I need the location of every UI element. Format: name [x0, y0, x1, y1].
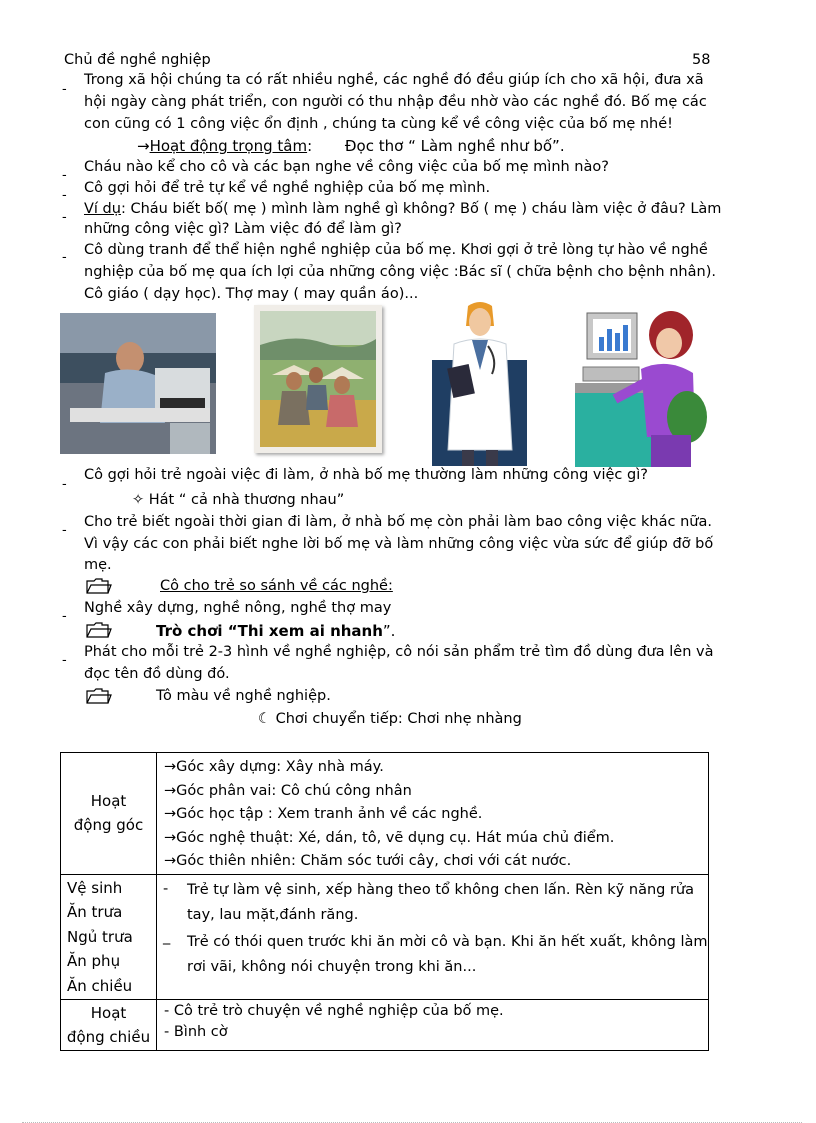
bullet-dash: -	[62, 250, 67, 265]
focus-activity: →Hoạt động trọng tâm: Đọc thơ “ Làm nghề như bố”.	[137, 137, 565, 155]
home-line-2: Vì vậy các con phải biết nghe lời bố mẹ và làm những công việc vừa sức để giúp đỡ bố	[84, 536, 714, 552]
game-desc-1: Phát cho mỗi trẻ 2-3 hình về nghề nghiệp, cô nói sản phẩm trẻ tìm đồ dùng đưa lên và	[84, 644, 714, 660]
list-item: →Góc nghệ thuật: Xé, dán, tô, vẽ dụng cụ. Hát múa chủ điểm.	[164, 829, 615, 846]
game-desc-2: đọc tên đồ dùng đó.	[84, 666, 230, 682]
home-line-3: mẹ.	[84, 557, 112, 573]
bullet-dash: _	[163, 928, 171, 945]
intro-line-1: Trong xã hội chúng ta có rất nhiều nghề, các nghề đó đều giúp ích cho xã hội, đưa xã	[84, 72, 704, 88]
question-2: Cô gợi hỏi để trẻ tự kể về nghề nghiệp của bố mẹ mình.	[84, 180, 491, 196]
compare-list: Nghề xây dựng, nghề nông, nghề thợ may	[84, 600, 392, 616]
row-head: Hoạt động chiều	[61, 999, 157, 1050]
tailor-photo	[60, 313, 216, 454]
pictures-intro-3: Cô giáo ( dạy học). Thợ may ( may quần áo)...	[84, 286, 419, 302]
bullet-dash: -	[62, 653, 67, 668]
schedule-table	[60, 752, 709, 1051]
star-icon: ✧	[132, 492, 145, 508]
folder-icon	[86, 578, 112, 598]
song-line	[132, 492, 344, 508]
bullet-dash: -	[62, 188, 67, 203]
list-item: →Góc học tập : Xem tranh ảnh về các nghề.	[164, 806, 483, 822]
table-row	[61, 999, 709, 1050]
table-row	[61, 753, 709, 875]
song-text: Hát “ cả nhà thương nhau”	[148, 492, 345, 508]
row-head: Hoạt động góc	[61, 753, 157, 875]
transition-line	[258, 711, 522, 727]
question-1: Cháu nào kể cho cô và các bạn nghe về công việc của bố mẹ mình nào?	[84, 159, 609, 175]
transition-text: Chơi chuyển tiếp: Chơi nhẹ nhàng	[275, 711, 522, 727]
meal-rest-activities: - Trẻ tự làm vệ sinh, xếp hàng theo tổ không chen lấn. Rèn kỹ năng rửa tay, lau mặt,đánh răng. _ Trẻ có thói quen trước khi ăn mời cô và bạn. Khi ăn hết xuất, không làm rơi vãi, không nói chuyện trong khi ăn...	[157, 874, 709, 999]
page-number: 58	[692, 52, 711, 68]
corner-activities	[157, 753, 709, 875]
home-line-1: Cho trẻ biết ngoài thời gian đi làm, ở nhà bố mẹ còn phải làm bao công việc khác nữa.	[84, 514, 712, 530]
farmers-photo	[254, 305, 382, 453]
folder-icon	[86, 688, 112, 708]
coloring-text: Tô màu về nghề nghiệp.	[156, 688, 331, 704]
focus-label: Hoạt động trọng tâm	[149, 137, 308, 155]
bullet-dash: -	[62, 210, 67, 225]
arrow-icon: →	[137, 137, 150, 155]
bullet-dash: -	[62, 168, 67, 183]
focus-text: Đọc thơ “ Làm nghề như bố”.	[344, 137, 565, 155]
list-item: →Góc thiên nhiên: Chăm sóc tưới cây, chơi với cát nước.	[164, 853, 572, 869]
list-item: →Góc phân vai: Cô chú công nhân	[164, 782, 412, 799]
row-head: Vệ sinh Ăn trưa Ngủ trưa Ăn phụ Ăn chiều	[61, 874, 157, 999]
bullet-dash: -	[62, 523, 67, 538]
compare-title: Cô cho trẻ so sánh về các nghề:	[160, 578, 393, 594]
doctor-clipart	[432, 300, 527, 466]
pictures-intro-1: Cô dùng tranh để thể hiện nghề nghiệp của bố mẹ. Khơi gợi ở trẻ lòng tự hào về nghề	[84, 242, 708, 258]
game-title: Trò chơi “Thi xem ai nhanh”.	[156, 622, 396, 640]
topic-header: Chủ đề nghề nghiệp	[64, 52, 211, 68]
bullet-dash: -	[62, 477, 67, 492]
list-item: →Góc xây dựng: Xây nhà máy.	[164, 759, 384, 775]
example-line-2: những công việc gì? Làm việc đó để làm gì?	[84, 221, 402, 237]
computer-worker-clipart	[575, 307, 710, 467]
intro-line-2: hội ngày càng phát triển, con người có thu nhập đều nhờ vào các nghề đó. Bố mẹ các	[84, 94, 707, 110]
list-item: - Bình cờ	[164, 1023, 228, 1040]
folder-icon	[86, 622, 112, 642]
pictures-intro-2: nghiệp của bố mẹ qua ích lợi của những công việc :Bác sĩ ( chữa bệnh cho bệnh nhân).	[84, 264, 716, 280]
afternoon-activities	[157, 999, 709, 1050]
bullet-dash: -	[163, 880, 169, 897]
example-line-1: Ví dụ: Cháu biết bố( mẹ ) mình làm nghề gì không? Bố ( mẹ ) cháu làm việc ở đâu? Làm	[84, 201, 722, 217]
bullet-dash: -	[62, 82, 67, 97]
table-row	[61, 874, 709, 999]
moon-icon: ☾	[258, 711, 271, 727]
bullet-dash: -	[62, 609, 67, 624]
intro-line-3: con cũng có 1 công việc ổn định , chúng ta cùng kể về công việc của bố mẹ nhé!	[84, 116, 673, 132]
question-3: Cô gợi hỏi trẻ ngoài việc đi làm, ở nhà bố mẹ thường làm những công việc gì?	[84, 467, 648, 483]
list-item: - Cô trẻ trò chuyện về nghề nghiệp của bố mẹ.	[164, 1002, 504, 1019]
example-label: Ví dụ	[84, 201, 121, 217]
